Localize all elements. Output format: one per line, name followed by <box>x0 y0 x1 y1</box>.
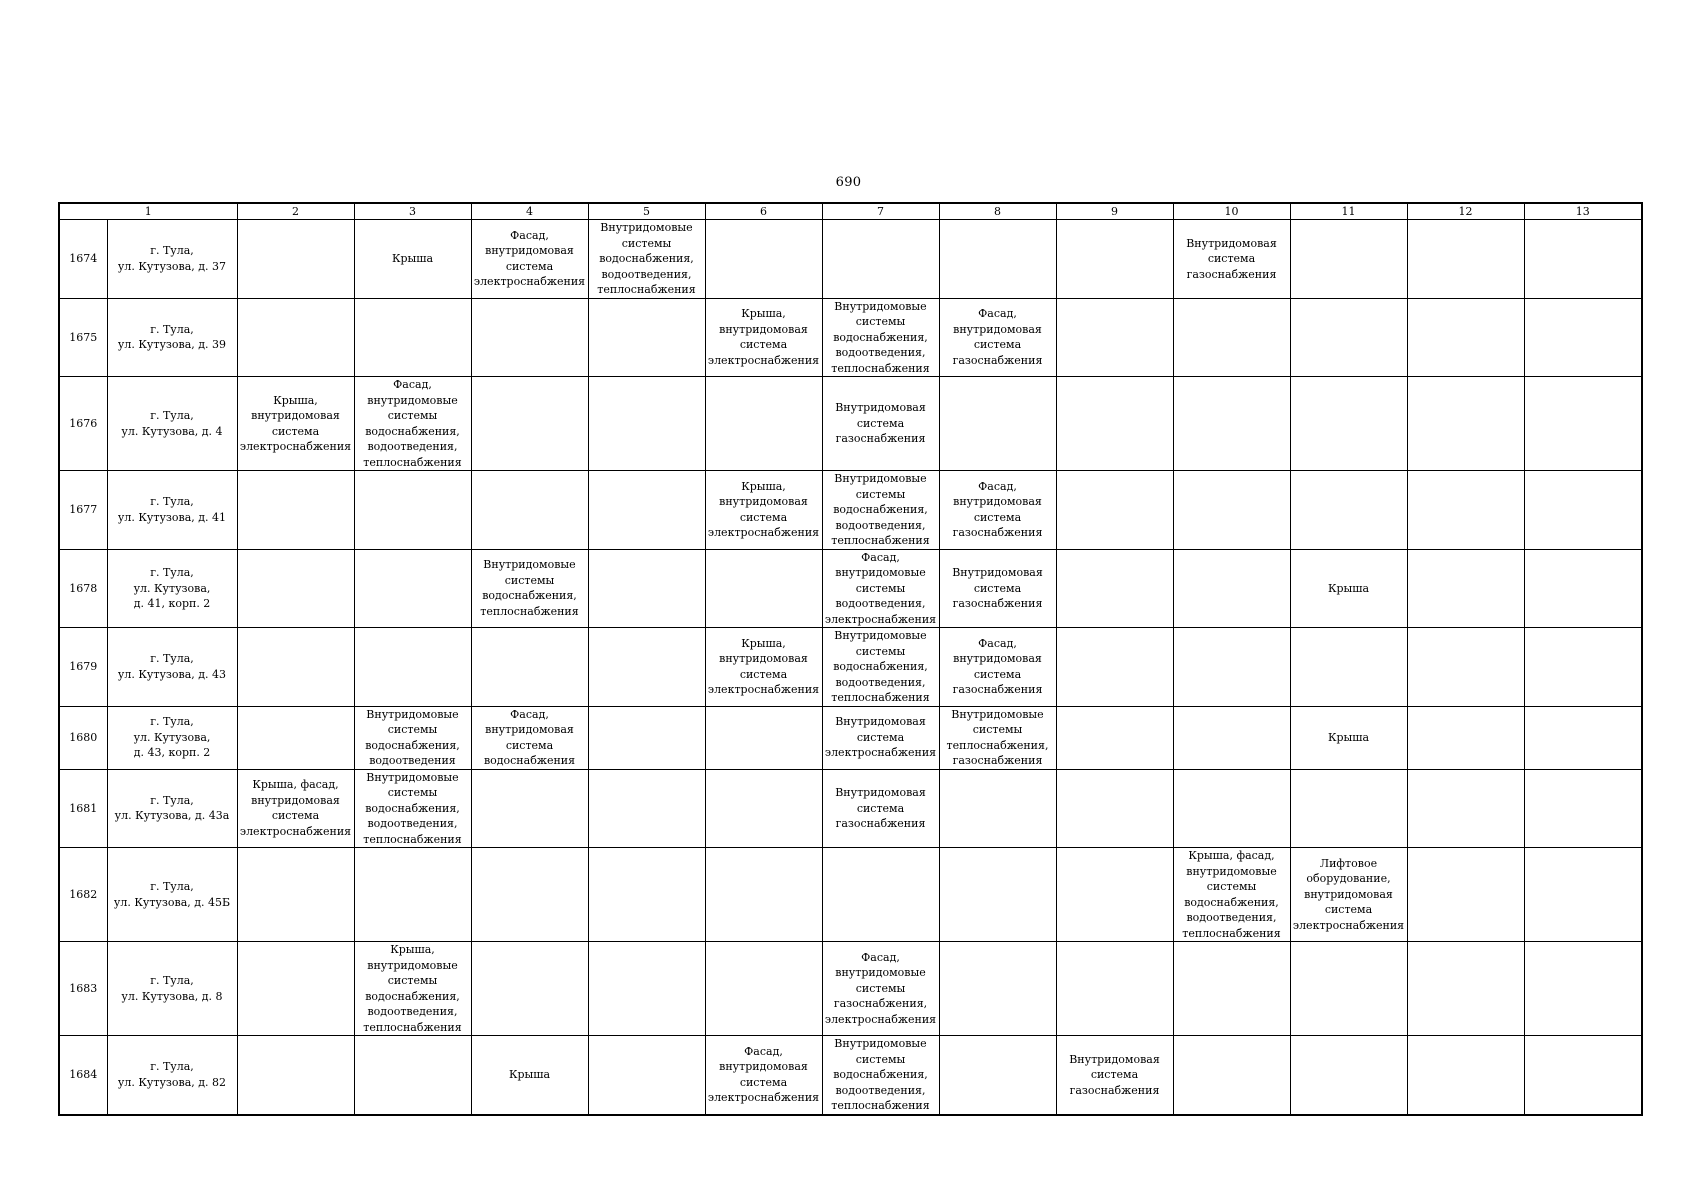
work-cell-col-12 <box>1407 942 1524 1036</box>
address-text: г. Тула, ул. Кутузова, д. 43а <box>114 793 230 823</box>
work-type-text: Фасад, внутридомовая система электроснабжения <box>707 1044 820 1105</box>
work-type-text: Крыша <box>508 1068 551 1081</box>
work-cell-col-11 <box>1290 628 1407 707</box>
table-row <box>59 220 1642 299</box>
work-cell-col-11 <box>1290 706 1407 769</box>
work-cell-col-13 <box>1524 471 1642 550</box>
address-cell <box>107 848 237 942</box>
work-cell-col-2 <box>237 1036 354 1115</box>
work-cell-col-12 <box>1407 549 1524 628</box>
work-cell-col-2 <box>237 471 354 550</box>
work-type-text: Фасад, внутридомовая система водоснабжения <box>483 707 576 767</box>
work-cell-col-10 <box>1173 1036 1290 1115</box>
column-header-6: 6 <box>705 203 822 220</box>
work-cell-col-9 <box>1056 471 1173 550</box>
work-cell-col-9 <box>1056 769 1173 848</box>
address-text: г. Тула, ул. Кутузова, д. 41, корп. 2 <box>133 566 211 610</box>
table-body <box>59 220 1642 1115</box>
work-cell-col-6 <box>705 942 822 1036</box>
work-cell-col-9 <box>1056 942 1173 1036</box>
row-number: 1682 <box>59 848 107 942</box>
work-cell-col-7 <box>822 1036 939 1115</box>
table-row <box>59 706 1642 769</box>
work-cell-col-11 <box>1290 1036 1407 1115</box>
work-cell-col-2 <box>237 628 354 707</box>
work-cell-col-13 <box>1524 220 1642 299</box>
work-type-text: Внутридомовые системы водоснабжения, теплоснабжения <box>480 558 579 618</box>
column-header-9: 9 <box>1056 203 1173 220</box>
work-cell-col-13 <box>1524 628 1642 707</box>
work-cell-col-6 <box>705 769 822 848</box>
work-cell-col-6 <box>705 377 822 471</box>
row-number: 1674 <box>59 220 107 299</box>
work-type-text: Внутридомовые системы водоснабжения, водоотведения, теплоснабжения <box>597 221 696 296</box>
work-type-text: Крыша, внутридомовая система электроснабжения <box>707 636 820 697</box>
work-type-text: Крыша, фасад, внутридомовые системы водоснабжения, водоотведения, теплоснабжения <box>1182 849 1281 940</box>
row-number: 1683 <box>59 942 107 1036</box>
address-text: г. Тула, ул. Кутузова, д. 45Б <box>113 880 231 909</box>
work-type-text: Крыша, внутридомовая система электроснабжения <box>239 393 352 453</box>
work-cell-col-11 <box>1290 769 1407 848</box>
work-cell-col-8 <box>939 848 1056 942</box>
address-cell <box>107 298 237 377</box>
row-number: 1680 <box>59 706 107 769</box>
work-cell-col-11 <box>1290 298 1407 377</box>
work-cell-col-3 <box>354 848 471 942</box>
work-cell-col-4 <box>471 848 588 942</box>
table-row <box>59 549 1642 628</box>
work-cell-col-4 <box>471 1036 588 1115</box>
work-cell-col-8 <box>939 628 1056 707</box>
address-text: г. Тула, ул. Кутузова, д. 41 <box>117 495 227 524</box>
work-cell-col-13 <box>1524 298 1642 377</box>
work-type-text: Фасад, внутридомовые системы водоснабжения, водоотведения, теплоснабжения <box>363 378 462 469</box>
work-cell-col-10 <box>1173 471 1290 550</box>
column-header-4: 4 <box>471 203 588 220</box>
column-header-8: 8 <box>939 203 1056 220</box>
work-cell-col-9 <box>1056 298 1173 377</box>
column-header-1: 1 <box>59 203 237 220</box>
work-cell-col-7 <box>822 549 939 628</box>
work-cell-col-6 <box>705 549 822 628</box>
work-cell-col-10 <box>1173 549 1290 628</box>
work-cell-col-8 <box>939 1036 1056 1115</box>
work-cell-col-12 <box>1407 769 1524 848</box>
work-cell-col-8 <box>939 769 1056 848</box>
address-cell <box>107 377 237 471</box>
work-cell-col-10 <box>1173 298 1290 377</box>
work-cell-col-2 <box>237 220 354 299</box>
work-cell-col-8 <box>939 298 1056 377</box>
work-cell-col-6 <box>705 298 822 377</box>
work-type-text: Крыша, фасад, внутридомовая система электроснабжения <box>239 778 352 838</box>
work-cell-col-11 <box>1290 471 1407 550</box>
work-type-text: Крыша <box>1327 730 1370 744</box>
work-cell-col-7 <box>822 706 939 769</box>
work-cell-col-5 <box>588 769 705 848</box>
work-cell-col-3 <box>354 377 471 471</box>
column-header-7: 7 <box>822 203 939 220</box>
table-row <box>59 298 1642 377</box>
work-cell-col-4 <box>471 298 588 377</box>
work-cell-col-3 <box>354 942 471 1036</box>
work-cell-col-13 <box>1524 549 1642 628</box>
page-number: 690 <box>835 175 862 190</box>
work-cell-col-8 <box>939 220 1056 299</box>
work-cell-col-5 <box>588 298 705 377</box>
work-cell-col-11 <box>1290 377 1407 471</box>
address-text: г. Тула, ул. Кутузова, д. 43 <box>117 652 227 681</box>
work-cell-col-8 <box>939 706 1056 769</box>
address-text: г. Тула, ул. Кутузова, д. 8 <box>121 974 223 1003</box>
work-type-text: Крыша, внутридомовые системы водоснабжения, водоотведения, теплоснабжения <box>363 943 462 1034</box>
work-cell-col-6 <box>705 220 822 299</box>
column-header-12: 12 <box>1407 203 1524 220</box>
work-cell-col-5 <box>588 377 705 471</box>
work-cell-col-13 <box>1524 1036 1642 1115</box>
work-cell-col-3 <box>354 1036 471 1115</box>
work-cell-col-2 <box>237 848 354 942</box>
address-cell <box>107 549 237 628</box>
work-type-text: Внутридомовая система газоснабжения <box>835 786 926 830</box>
work-cell-col-5 <box>588 628 705 707</box>
work-type-text: Фасад, внутридомовая система газоснабжения <box>952 636 1043 697</box>
work-cell-col-12 <box>1407 628 1524 707</box>
work-cell-col-7 <box>822 471 939 550</box>
address-cell <box>107 628 237 707</box>
work-cell-col-7 <box>822 769 939 848</box>
work-cell-col-12 <box>1407 706 1524 769</box>
column-header-3: 3 <box>354 203 471 220</box>
work-cell-col-12 <box>1407 298 1524 377</box>
row-number: 1675 <box>59 298 107 377</box>
work-type-text: Фасад, внутридомовая система газоснабжения <box>952 307 1043 367</box>
table-row <box>59 848 1642 942</box>
work-cell-col-4 <box>471 549 588 628</box>
work-cell-col-6 <box>705 471 822 550</box>
work-cell-col-6 <box>705 706 822 769</box>
work-type-text: Фасад, внутридомовая система электроснабжения <box>473 228 586 289</box>
work-type-text: Крыша <box>1327 581 1370 595</box>
work-cell-col-3 <box>354 706 471 769</box>
work-cell-col-3 <box>354 549 471 628</box>
address-text: г. Тула, ул. Кутузова, д. 4 <box>121 409 223 438</box>
row-number: 1678 <box>59 549 107 628</box>
work-cell-col-11 <box>1290 549 1407 628</box>
row-number: 1676 <box>59 377 107 471</box>
table-row <box>59 1036 1642 1115</box>
column-header-5: 5 <box>588 203 705 220</box>
work-cell-col-6 <box>705 628 822 707</box>
row-number: 1684 <box>59 1036 107 1115</box>
work-cell-col-2 <box>237 769 354 848</box>
work-cell-col-5 <box>588 220 705 299</box>
work-type-text: Внутридомовая система газоснабжения <box>835 401 926 446</box>
work-cell-col-5 <box>588 549 705 628</box>
work-type-text: Внутридомовые системы водоснабжения, водоотведения, теплоснабжения <box>831 629 930 704</box>
work-cell-col-3 <box>354 769 471 848</box>
work-cell-col-8 <box>939 471 1056 550</box>
work-cell-col-3 <box>354 628 471 707</box>
work-cell-col-10 <box>1173 848 1290 942</box>
work-type-text: Крыша, внутридомовая система электроснабжения <box>707 307 820 367</box>
table-row <box>59 377 1642 471</box>
column-header-row <box>59 203 1642 220</box>
work-type-text: Внутридомовая система электроснабжения <box>824 715 937 760</box>
work-type-text: Фасад, внутридомовые системы водоотведения, электроснабжения <box>824 550 937 626</box>
work-cell-col-12 <box>1407 848 1524 942</box>
work-cell-col-9 <box>1056 848 1173 942</box>
column-header-13: 13 <box>1524 203 1642 220</box>
work-cell-col-13 <box>1524 848 1642 942</box>
address-cell <box>107 942 237 1036</box>
work-cell-col-9 <box>1056 628 1173 707</box>
work-cell-col-8 <box>939 549 1056 628</box>
work-cell-col-4 <box>471 628 588 707</box>
work-cell-col-5 <box>588 471 705 550</box>
work-cell-col-5 <box>588 706 705 769</box>
work-type-text: Внутридомовые системы водоснабжения, водоотведения, теплоснабжения <box>831 299 930 375</box>
address-text: г. Тула, ул. Кутузова, д. 37 <box>117 244 227 273</box>
work-cell-col-6 <box>705 1036 822 1115</box>
work-cell-col-7 <box>822 942 939 1036</box>
work-type-text: Внутридомовая система газоснабжения <box>952 566 1043 610</box>
table-row <box>59 942 1642 1036</box>
work-cell-col-5 <box>588 942 705 1036</box>
work-type-text: Внутридомовая система газоснабжения <box>1069 1052 1160 1097</box>
work-cell-col-13 <box>1524 769 1642 848</box>
work-cell-col-9 <box>1056 706 1173 769</box>
work-cell-col-13 <box>1524 942 1642 1036</box>
work-cell-col-7 <box>822 220 939 299</box>
work-cell-col-2 <box>237 706 354 769</box>
address-text: г. Тула, ул. Кутузова, д. 43, корп. 2 <box>133 715 211 760</box>
work-cell-col-12 <box>1407 1036 1524 1115</box>
address-text: г. Тула, ул. Кутузова, д. 39 <box>117 322 227 352</box>
work-cell-col-4 <box>471 377 588 471</box>
address-cell <box>107 220 237 299</box>
work-type-text: Внутридомовые системы водоснабжения, водоотведения, теплоснабжения <box>831 1037 930 1112</box>
work-cell-col-4 <box>471 220 588 299</box>
work-cell-col-9 <box>1056 377 1173 471</box>
work-cell-col-2 <box>237 549 354 628</box>
row-number: 1679 <box>59 628 107 707</box>
work-cell-col-5 <box>588 1036 705 1115</box>
work-type-text: Внутридомовая система газоснабжения <box>1186 236 1277 281</box>
work-cell-col-12 <box>1407 471 1524 550</box>
table-row <box>59 769 1642 848</box>
table-row <box>59 628 1642 707</box>
work-cell-col-2 <box>237 942 354 1036</box>
work-cell-col-2 <box>237 377 354 471</box>
work-cell-col-3 <box>354 220 471 299</box>
work-cell-col-6 <box>705 848 822 942</box>
work-cell-col-2 <box>237 298 354 377</box>
work-cell-col-8 <box>939 377 1056 471</box>
work-type-text: Внутридомовые системы водоснабжения, водоотведения, теплоснабжения <box>831 472 930 547</box>
work-cell-col-7 <box>822 628 939 707</box>
work-cell-col-4 <box>471 769 588 848</box>
address-cell <box>107 1036 237 1115</box>
work-cell-col-10 <box>1173 706 1290 769</box>
work-cell-col-4 <box>471 706 588 769</box>
work-cell-col-5 <box>588 848 705 942</box>
work-cell-col-10 <box>1173 377 1290 471</box>
table-row <box>59 471 1642 550</box>
work-cell-col-9 <box>1056 1036 1173 1115</box>
work-type-text: Внутридомовые системы водоснабжения, водоотведения, теплоснабжения <box>363 770 462 846</box>
work-cell-col-11 <box>1290 848 1407 942</box>
row-number: 1677 <box>59 471 107 550</box>
work-cell-col-12 <box>1407 377 1524 471</box>
work-type-text: Крыша, внутридомовая система электроснабжения <box>707 479 820 540</box>
address-cell <box>107 471 237 550</box>
address-text: г. Тула, ул. Кутузова, д. 82 <box>117 1060 227 1089</box>
address-cell <box>107 706 237 769</box>
repair-schedule-table <box>58 202 1643 1116</box>
work-cell-col-9 <box>1056 549 1173 628</box>
work-cell-col-12 <box>1407 220 1524 299</box>
work-type-text: Внутридомовые системы теплоснабжения, газоснабжения <box>946 707 1049 767</box>
address-cell <box>107 769 237 848</box>
work-cell-col-10 <box>1173 220 1290 299</box>
work-type-text: Фасад, внутридомовая система газоснабжения <box>952 479 1043 540</box>
work-type-text: Фасад, внутридомовые системы газоснабжения, электроснабжения <box>824 950 937 1026</box>
work-cell-col-4 <box>471 942 588 1036</box>
work-cell-col-11 <box>1290 942 1407 1036</box>
work-cell-col-10 <box>1173 628 1290 707</box>
work-cell-col-7 <box>822 298 939 377</box>
work-cell-col-7 <box>822 377 939 471</box>
work-cell-col-10 <box>1173 769 1290 848</box>
work-cell-col-8 <box>939 942 1056 1036</box>
work-cell-col-7 <box>822 848 939 942</box>
work-cell-col-10 <box>1173 942 1290 1036</box>
work-cell-col-9 <box>1056 220 1173 299</box>
work-type-text: Лифтовое оборудование, внутридомовая система электроснабжения <box>1292 856 1405 932</box>
work-cell-col-11 <box>1290 220 1407 299</box>
column-header-2: 2 <box>237 203 354 220</box>
work-type-text: Внутридомовые системы водоснабжения, водоотведения <box>365 707 460 767</box>
work-cell-col-3 <box>354 298 471 377</box>
row-number: 1681 <box>59 769 107 848</box>
column-header-11: 11 <box>1290 203 1407 220</box>
work-cell-col-4 <box>471 471 588 550</box>
work-cell-col-13 <box>1524 377 1642 471</box>
column-header-10: 10 <box>1173 203 1290 220</box>
work-type-text: Крыша <box>391 252 434 265</box>
work-cell-col-13 <box>1524 706 1642 769</box>
work-cell-col-3 <box>354 471 471 550</box>
